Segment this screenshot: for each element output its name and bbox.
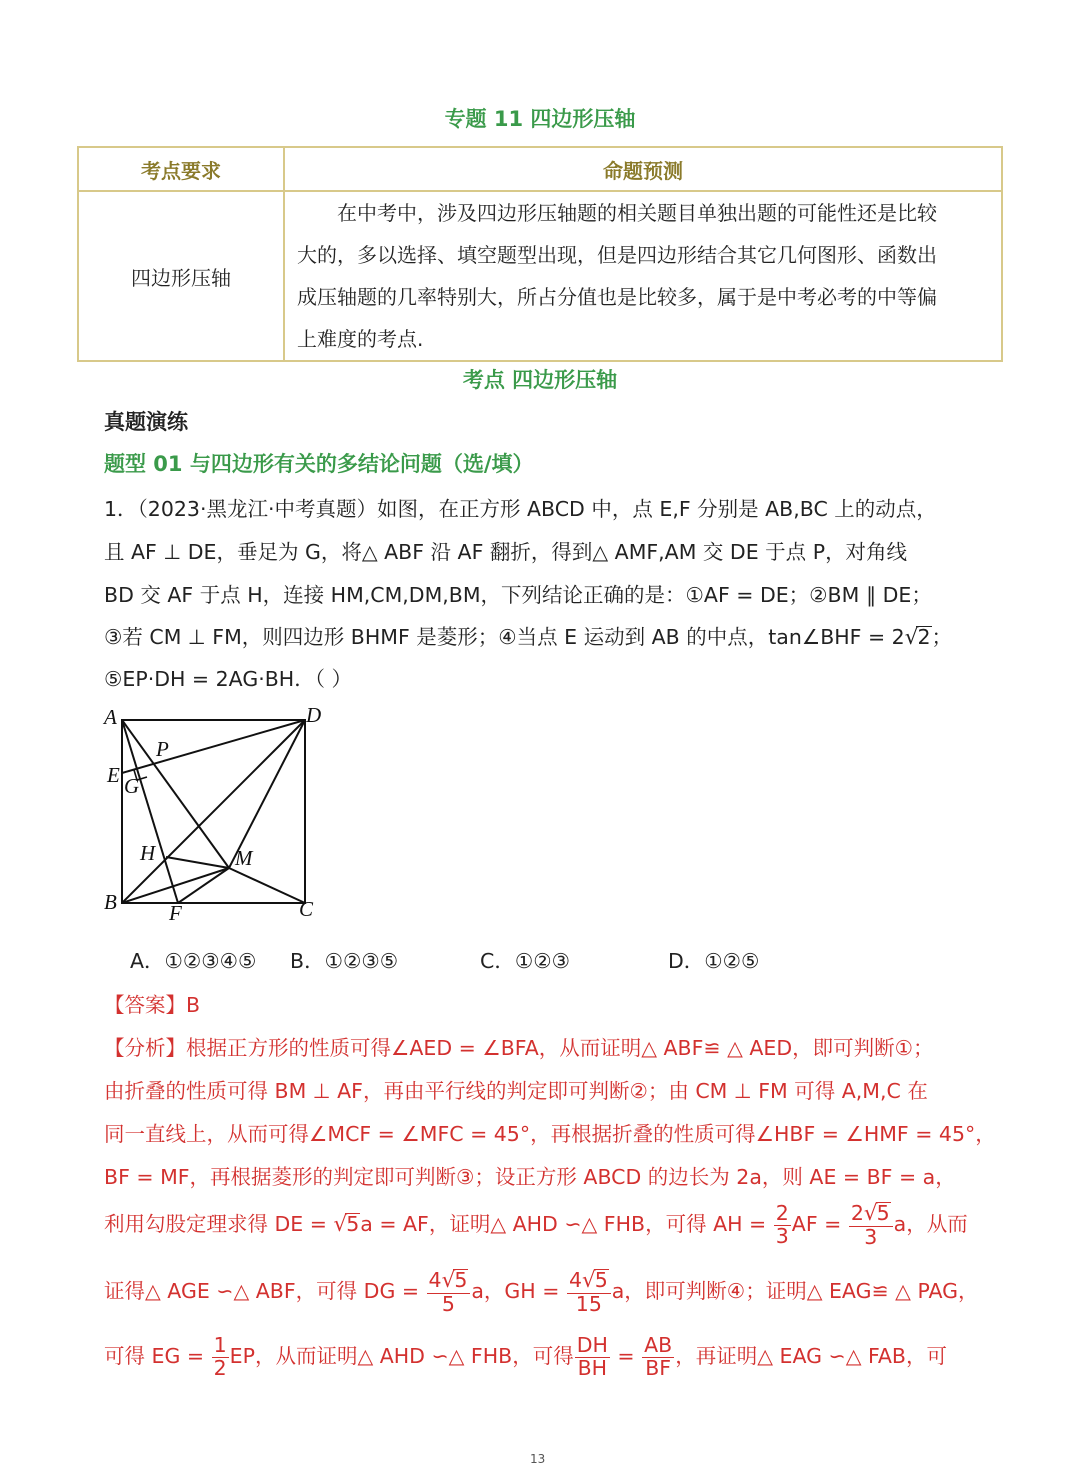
answer-line: 【答案】B: [104, 993, 201, 1017]
analysis-text: AF =: [791, 1212, 848, 1236]
sqrt-icon: √: [441, 1267, 456, 1293]
description-line: 在中考中，涉及四边形压轴题的相关题目单独出题的可能性还是比较: [337, 201, 937, 225]
question-text: ；: [931, 625, 952, 649]
analysis-text: a，即可判断④；证明△ EAG≌ △ PAG，: [611, 1279, 979, 1303]
sqrt-value: 5: [876, 1200, 890, 1225]
sqrt-icon: √: [581, 1267, 596, 1293]
fraction-numerator: DH: [576, 1332, 608, 1357]
fraction: [212, 1332, 229, 1380]
fraction-numerator: [567, 1269, 611, 1294]
description-line: 成压轴题的几率特别大，所占分值也是比较多，属于是中考必考的中等偏: [297, 285, 937, 309]
numerator-coefficient: 2: [850, 1200, 864, 1225]
fraction-numerator: AB: [644, 1332, 673, 1357]
question-line: 且 AF ⊥ DE，垂足为 G，将△ ABF 沿 AF 翻折，得到△ AMF,AM 交 DE 于点 P，对角线: [104, 540, 908, 564]
fraction-denominator: 2: [213, 1355, 227, 1380]
fraction-denominator: 3: [775, 1223, 789, 1248]
sqrt-icon: √: [904, 625, 919, 650]
table-header-left: 考点要求: [78, 147, 284, 191]
label-m: M: [235, 846, 253, 870]
label-e: E: [107, 763, 120, 787]
fraction: [849, 1202, 893, 1248]
fraction: [567, 1269, 611, 1315]
option-d: D．①②⑤: [668, 949, 760, 973]
option-b: B．①②③⑤: [290, 949, 399, 973]
label-g: G: [124, 774, 140, 798]
sqrt-value: 5: [594, 1267, 608, 1292]
description-line: 上难度的考点.: [297, 327, 424, 351]
analysis-text: 可得 EG =: [104, 1344, 211, 1368]
analysis-line: 同一直线上，从而可得∠MCF = ∠MFC = 45°，再根据折叠的性质可得∠HBF = ∠HMF = 45°，: [104, 1122, 996, 1146]
analysis-line: 【分析】根据正方形的性质可得∠AED = ∠BFA，从而证明△ ABF≌ △ AED，即可判断①；: [104, 1036, 934, 1060]
label-d: D: [306, 703, 322, 727]
table-header-right: 命题预测: [284, 147, 1002, 191]
type-heading: 题型 01 与四边形有关的多结论问题（选/填）: [104, 452, 534, 476]
analysis-text: 证得△ AGE ∽△ ABF，可得 DG =: [104, 1279, 426, 1303]
question-line: 1．（2023·黑龙江·中考真题）如图，在正方形 ABCD 中，点 E,F 分别是 AB,BC 上的动点，: [104, 497, 937, 521]
fraction-denominator: 3: [864, 1224, 878, 1249]
table-row-description: [284, 191, 1002, 361]
segment-cm: [229, 868, 305, 903]
fraction: [575, 1332, 610, 1380]
table-row-topic: 四边形压轴: [78, 191, 284, 361]
point-title: 考点 四边形压轴: [462, 368, 618, 392]
fraction-numerator: 1: [213, 1332, 227, 1357]
fraction-denominator: BH: [577, 1355, 608, 1380]
analysis-text: ，再证明△ EAG ∽△ FAB，可: [675, 1344, 947, 1368]
fraction-denominator: BF: [645, 1355, 672, 1380]
analysis-text: =: [610, 1344, 642, 1368]
section-heading: 真题演练: [104, 410, 188, 434]
label-f: F: [169, 901, 182, 925]
fraction: [774, 1200, 791, 1248]
question-line: ⑤EP·DH = 2AG·BH．（ ）: [104, 667, 352, 691]
fraction-numerator: [427, 1269, 471, 1294]
fraction-denominator: 5: [441, 1291, 455, 1316]
sqrt-value: 2: [917, 625, 931, 649]
analysis-line: 由折叠的性质可得 BM ⊥ AF，再由平行线的判定即可判断②；由 CM ⊥ FM 可得 A,M,C 在: [104, 1079, 928, 1103]
segment-hm: [166, 857, 229, 868]
description-line: 大的，多以选择、填空题型出现，但是四边形结合其它几何图形、函数出: [297, 243, 937, 267]
analysis-line: BF = MF，再根据菱形的判定即可判断③；设正方形 ABCD 的边长为 2a，则 AE = BF = a，: [104, 1165, 956, 1189]
label-b: B: [104, 890, 117, 914]
question-text: ③若 CM ⊥ FM，则四边形 BHMF 是菱形；④当点 E 运动到 AB 的中点，tan∠BHF = 2: [104, 625, 905, 649]
label-h: H: [140, 841, 156, 865]
label-a: A: [104, 705, 117, 729]
sqrt-value: 5: [454, 1267, 468, 1292]
fraction-numerator: 2: [775, 1200, 789, 1225]
option-c: C．①②③: [480, 949, 570, 973]
sqrt-value: 5: [346, 1212, 360, 1236]
topic-title: 专题 11 四边形压轴: [444, 107, 636, 131]
option-a: A．①②③④⑤: [130, 949, 257, 973]
fraction: [427, 1269, 471, 1315]
fraction: [642, 1332, 674, 1380]
analysis-line: [104, 1265, 979, 1317]
numerator-coefficient: 4: [428, 1267, 442, 1292]
sqrt-icon: √: [333, 1212, 348, 1237]
answer-options: [130, 944, 759, 974]
label-p: P: [156, 737, 169, 761]
question-line: [104, 620, 952, 650]
page-number: 13: [530, 1452, 546, 1466]
fraction-denominator: 15: [575, 1291, 602, 1316]
analysis-line: [104, 1330, 947, 1382]
analysis-text: a = AF，证明△ AHD ∽△ FHB，可得 AH =: [360, 1212, 773, 1236]
question-line: BD 交 AF 于点 H，连接 HM,CM,DM,BM，下列结论正确的是：①AF = DE；②BM ∥ DE；: [104, 583, 932, 607]
sqrt-icon: √: [863, 1200, 878, 1226]
analysis-text: 利用勾股定理求得 DE =: [104, 1212, 334, 1236]
fraction-numerator: [849, 1202, 893, 1227]
numerator-coefficient: 4: [568, 1267, 582, 1292]
analysis-text: a，从而: [893, 1212, 968, 1236]
geometry-figure: [98, 700, 338, 930]
label-c: C: [299, 897, 314, 921]
analysis-line: [104, 1198, 968, 1251]
analysis-text: EP，从而证明△ AHD ∽△ FHB，可得: [229, 1344, 574, 1368]
segment-fm: [178, 868, 229, 903]
analysis-text: a，GH =: [471, 1279, 566, 1303]
info-table: [77, 146, 1003, 362]
